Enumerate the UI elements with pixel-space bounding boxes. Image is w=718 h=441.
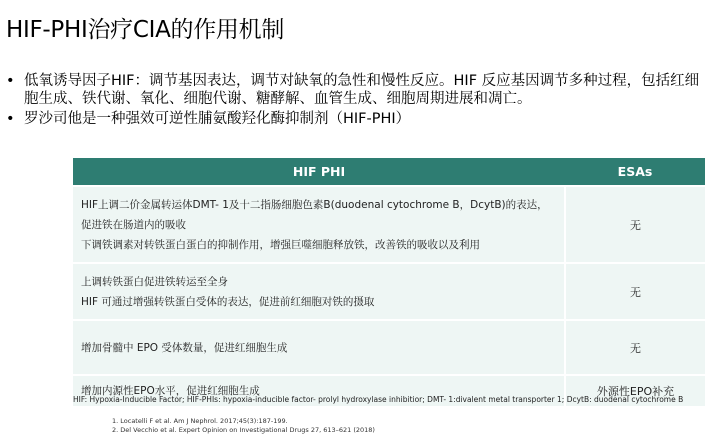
bullet-item bbox=[6, 72, 712, 108]
esa-cell: 无 bbox=[565, 320, 705, 375]
bullet-text: 罗沙司他是一种强效可逆性脯氨酸羟化酶抑制剂（HIF-PHI） bbox=[24, 111, 411, 127]
cell-line: 增加骨髓中 EPO 受体数量，促进红细胞生成 bbox=[81, 341, 288, 354]
bullet-item bbox=[6, 110, 712, 128]
comparison-table bbox=[73, 158, 705, 406]
bullet-marker: • bbox=[6, 111, 15, 127]
bullet-list bbox=[6, 72, 712, 130]
reference-list bbox=[112, 417, 375, 435]
hif-phi-cell bbox=[73, 263, 565, 320]
cell-line: 增加内源性EPO水平，促进红细胞生成 bbox=[81, 385, 260, 397]
bullet-text: 低氧诱导因子HIF：调节基因表达，调节对缺氧的急性和慢性反应。HIF 反应基因调节多种过程，包括红细胞生成、铁代谢、氧化、细胞代谢、糖酵解、血管生成、细胞周期进展和凋亡。 bbox=[24, 73, 700, 107]
hif-phi-cell bbox=[73, 320, 565, 375]
cell-line: HIF上调二价金属转运体DMT- 1及十二指肠细胞色素B(duodenal cytochrome B，DcytB)的表达，促进铁在肠道内的吸收 bbox=[81, 198, 548, 231]
table-row bbox=[73, 186, 705, 263]
hif-phi-cell bbox=[73, 186, 565, 263]
page-title: HIF-PHI治疗CIA的作用机制 bbox=[6, 17, 285, 43]
header-hif-phi: HIF PHI bbox=[73, 158, 565, 186]
cell-line: 下调铁调素对转铁蛋白蛋白的抑制作用，增强巨噬细胞释放铁，改善铁的吸收以及利用 bbox=[81, 238, 480, 251]
cell-line: 上调转铁蛋白促进铁转运至全身 bbox=[81, 275, 228, 288]
abbreviation-footnote: HIF: Hypoxia-Inducible Factor; HIF-PHIs: hypoxia-inducible factor- prolyl hydroxylase inhibitior; DMT- 1:divalent metal transporter 1; DcytB: duodenal cytochrome B bbox=[73, 395, 684, 404]
reference-item: 1. Locatelli F et al. Am J Nephrol. 2017;45(3):187-199. bbox=[112, 417, 288, 425]
esa-cell: 外源性EPO补充 bbox=[565, 375, 705, 406]
reference-item: 2. Del Vecchio et al. Expert Opinion on Investigational Drugs 27, 613–621 (2018) bbox=[112, 426, 375, 434]
esa-cell: 无 bbox=[565, 186, 705, 263]
header-esas: ESAs bbox=[565, 158, 705, 186]
esa-cell: 无 bbox=[565, 263, 705, 320]
cell-line: HIF 可通过增强转铁蛋白受体的表达，促进前红细胞对铁的摄取 bbox=[81, 295, 375, 308]
table-row bbox=[73, 263, 705, 320]
bullet-marker: • bbox=[6, 73, 15, 89]
table-row bbox=[73, 320, 705, 375]
